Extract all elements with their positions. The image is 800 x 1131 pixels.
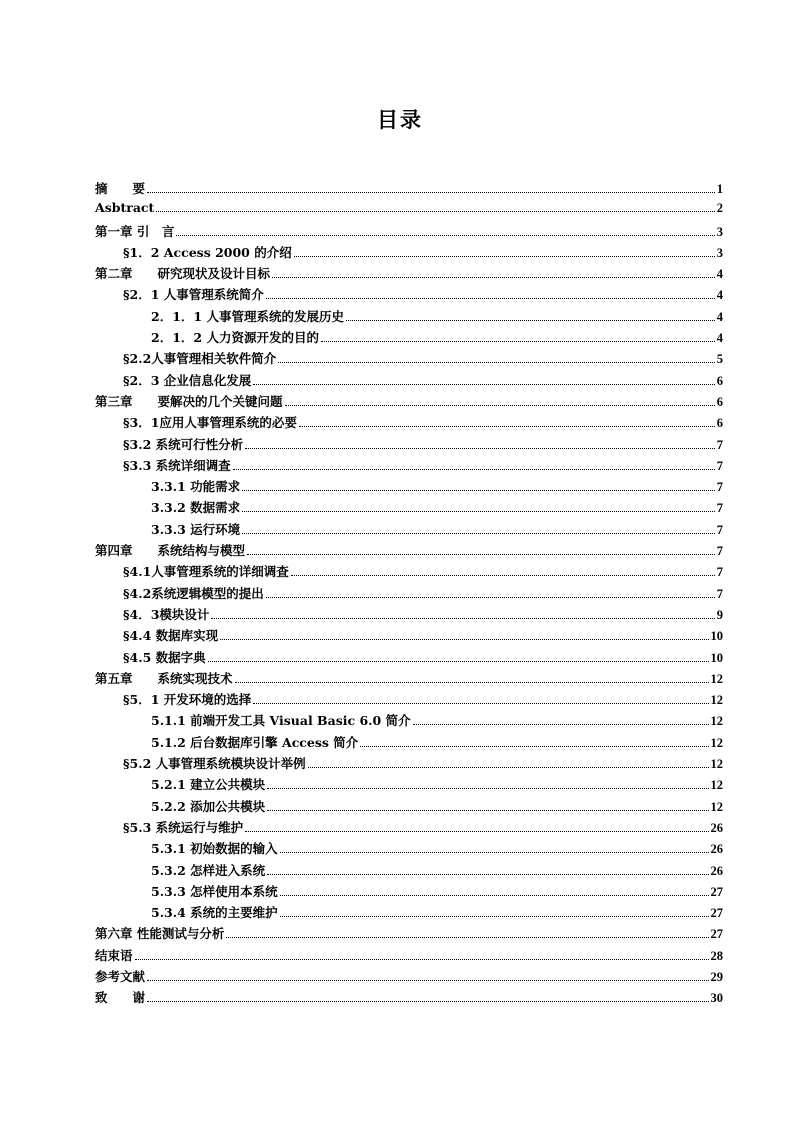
dot-leader bbox=[294, 256, 715, 257]
toc-entry-page-number: 26 bbox=[710, 820, 723, 835]
toc-entry-label: 结束语 bbox=[95, 947, 133, 963]
toc-entry-label: 3.3.2 数据需求 bbox=[151, 500, 241, 516]
toc-entry-page-number: 12 bbox=[710, 799, 723, 814]
toc-entry-label: 5.1.2 后台数据库引擎 Access 简介 bbox=[151, 734, 359, 750]
toc-entry-page-number: 4 bbox=[716, 267, 723, 282]
toc-entry[interactable] bbox=[95, 626, 723, 647]
toc-entry-label: 摘 要 bbox=[95, 181, 146, 196]
toc-entry-label: §2．3 企业信息化发展 bbox=[123, 372, 252, 388]
toc-entry[interactable] bbox=[95, 435, 723, 456]
dot-leader bbox=[299, 426, 715, 427]
toc-entry-label: §5．1 开发环境的选择 bbox=[123, 692, 252, 708]
toc-entry-label: 致 谢 bbox=[95, 990, 146, 1006]
toc-entry[interactable] bbox=[95, 839, 723, 860]
toc-entry[interactable] bbox=[95, 520, 723, 541]
dot-leader bbox=[291, 575, 715, 576]
toc-entry[interactable] bbox=[95, 413, 723, 434]
toc-entry[interactable] bbox=[95, 882, 723, 903]
dot-leader bbox=[245, 831, 708, 832]
toc-entry[interactable] bbox=[95, 349, 723, 370]
dot-leader bbox=[147, 1001, 708, 1002]
toc-entry-page-number: 26 bbox=[710, 863, 723, 878]
dot-leader bbox=[280, 916, 709, 917]
toc-entry-label: §4.5 数据字典 bbox=[123, 649, 206, 665]
dot-leader bbox=[220, 639, 708, 640]
toc-entry-label: 5.2.2 添加公共模块 bbox=[151, 798, 266, 814]
toc-entry-page-number: 10 bbox=[710, 629, 723, 644]
toc-entry-label: 3.3.3 运行环境 bbox=[151, 521, 241, 537]
toc-entry-page-number: 6 bbox=[716, 373, 723, 388]
toc-entry[interactable] bbox=[95, 924, 723, 945]
toc-entry-page-number: 7 bbox=[716, 586, 723, 601]
toc-entry-page-number: 12 bbox=[710, 693, 723, 708]
toc-entry-label: §3．1应用人事管理系统的必要 bbox=[123, 415, 297, 431]
toc-entry-page-number: 3 bbox=[716, 224, 723, 239]
dot-leader bbox=[233, 469, 715, 470]
dot-leader bbox=[235, 682, 709, 683]
dot-leader bbox=[226, 937, 708, 938]
toc-entry-label: 2．1．2 人力资源开发的目的 bbox=[151, 330, 319, 346]
toc-entry-label: §4.4 数据库实现 bbox=[123, 628, 219, 644]
toc-entry-label: §4．3模块设计 bbox=[123, 606, 210, 622]
toc-entry-page-number: 12 bbox=[710, 778, 723, 793]
toc-entry-page-number: 1 bbox=[716, 182, 723, 196]
toc-entry[interactable] bbox=[95, 903, 723, 924]
toc-entry[interactable] bbox=[95, 605, 723, 626]
toc-entry-label: 第四章 系统结构与模型 bbox=[95, 543, 246, 559]
toc-entry-label: §1．2 Access 2000 的介绍 bbox=[123, 244, 292, 260]
toc-entry-label: 5.2.1 建立公共模块 bbox=[151, 777, 266, 793]
toc-entry-page-number: 27 bbox=[710, 906, 723, 921]
toc-entry-page-number: 7 bbox=[716, 522, 723, 537]
toc-entry-page-number: 2 bbox=[716, 201, 723, 216]
toc-entry[interactable] bbox=[95, 690, 723, 711]
toc-entry-label: 第一章 引 言 bbox=[95, 223, 175, 239]
toc-entry-page-number: 9 bbox=[716, 607, 723, 622]
toc-entry-page-number: 4 bbox=[716, 331, 723, 346]
toc-entry[interactable] bbox=[95, 328, 723, 349]
dot-leader bbox=[267, 874, 708, 875]
toc-entry-label: 3.3.1 功能需求 bbox=[151, 479, 241, 495]
toc-entry-label: §5.3 系统运行与维护 bbox=[123, 819, 244, 835]
toc-entry-label: 5.3.4 系统的主要维护 bbox=[151, 905, 278, 921]
toc-entry-label: §3.2 系统可行性分析 bbox=[123, 436, 244, 452]
toc-entry[interactable] bbox=[95, 562, 723, 583]
dot-leader bbox=[321, 341, 715, 342]
toc-entry[interactable] bbox=[95, 818, 723, 839]
toc-entry-page-number: 4 bbox=[716, 309, 723, 324]
dot-leader bbox=[280, 852, 709, 853]
toc-entry[interactable] bbox=[95, 264, 723, 285]
toc-entry-page-number: 5 bbox=[716, 352, 723, 367]
toc-entry-page-number: 6 bbox=[716, 416, 723, 431]
page-title: 目录 bbox=[377, 107, 423, 132]
toc-entry-page-number: 7 bbox=[716, 480, 723, 495]
dot-leader bbox=[253, 384, 714, 385]
toc-entry[interactable] bbox=[95, 861, 723, 882]
toc-entry-label: 第二章 研究现状及设计目标 bbox=[95, 266, 271, 282]
toc-entry-page-number: 12 bbox=[710, 671, 723, 686]
toc-entry[interactable] bbox=[95, 775, 723, 796]
toc-entry-page-number: 27 bbox=[710, 884, 723, 899]
dot-leader bbox=[211, 618, 714, 619]
toc-entry[interactable] bbox=[95, 285, 723, 306]
toc-entry-label: §2.2人事管理相关软件简介 bbox=[123, 351, 277, 367]
toc-entry-page-number: 4 bbox=[716, 288, 723, 303]
toc-entry-label: 第六章 性能测试与分析 bbox=[95, 926, 225, 942]
toc-entry-label: §4.2系统逻辑模型的提出 bbox=[123, 585, 264, 601]
toc-entry-page-number: 7 bbox=[716, 458, 723, 473]
toc-entry[interactable] bbox=[95, 243, 723, 264]
dot-leader bbox=[346, 320, 715, 321]
dot-leader bbox=[242, 533, 715, 534]
toc-entry-page-number: 12 bbox=[710, 757, 723, 772]
dot-leader bbox=[360, 746, 708, 747]
toc-entry-page-number: 12 bbox=[710, 714, 723, 729]
dot-leader bbox=[267, 788, 708, 789]
toc-entry-page-number: 7 bbox=[716, 437, 723, 452]
dot-leader bbox=[147, 980, 708, 981]
toc-entry[interactable] bbox=[95, 669, 723, 690]
toc-entry-label: 第三章 要解决的几个关键问题 bbox=[95, 393, 283, 409]
toc-entry-page-number: 30 bbox=[710, 991, 723, 1006]
toc-entry-label: §3.3 系统详细调查 bbox=[123, 457, 231, 473]
toc-entry-page-number: 29 bbox=[710, 969, 723, 984]
dot-leader bbox=[208, 661, 709, 662]
toc-entry[interactable] bbox=[95, 648, 723, 669]
toc-entry[interactable] bbox=[95, 498, 723, 519]
toc-entry-label: 5.3.2 怎样进入系统 bbox=[151, 862, 266, 878]
toc-entry-label: 第五章 系统实现技术 bbox=[95, 670, 233, 686]
dot-leader bbox=[242, 490, 715, 491]
dot-leader bbox=[176, 235, 714, 236]
toc-entry-label: §5.2 人事管理系统模块设计举例 bbox=[123, 756, 306, 772]
dot-leader bbox=[156, 211, 714, 212]
dot-leader bbox=[135, 959, 709, 960]
toc-entry-label: Asbtract bbox=[95, 200, 155, 216]
toc-entry-label: §2．1 人事管理系统简介 bbox=[123, 287, 264, 303]
toc-entry[interactable] bbox=[95, 967, 723, 988]
table-of-contents bbox=[95, 179, 723, 1010]
toc-entry[interactable] bbox=[95, 477, 723, 498]
toc-entry[interactable] bbox=[95, 200, 723, 221]
toc-entry-page-number: 28 bbox=[710, 948, 723, 963]
toc-entry-page-number: 27 bbox=[710, 927, 723, 942]
dot-leader bbox=[413, 724, 709, 725]
toc-entry[interactable] bbox=[95, 733, 723, 754]
dot-leader bbox=[247, 554, 715, 555]
dot-leader bbox=[242, 511, 715, 512]
dot-leader bbox=[266, 597, 715, 598]
toc-entry[interactable] bbox=[95, 711, 723, 732]
dot-leader bbox=[308, 767, 709, 768]
toc-entry[interactable] bbox=[95, 371, 723, 392]
toc-entry[interactable] bbox=[95, 988, 723, 1009]
toc-entry[interactable] bbox=[95, 307, 723, 328]
toc-entry[interactable] bbox=[95, 541, 723, 562]
toc-entry[interactable] bbox=[95, 222, 723, 243]
dot-leader bbox=[253, 703, 708, 704]
toc-entry-page-number: 7 bbox=[716, 565, 723, 580]
toc-entry[interactable] bbox=[95, 392, 723, 413]
toc-entry[interactable] bbox=[95, 754, 723, 775]
dot-leader bbox=[267, 810, 708, 811]
dot-leader bbox=[147, 192, 715, 193]
toc-entry-label: 5.1.1 前端开发工具 Visual Basic 6.0 简介 bbox=[151, 713, 411, 729]
toc-entry[interactable] bbox=[95, 179, 723, 200]
toc-entry-page-number: 26 bbox=[710, 842, 723, 857]
toc-entry-page-number: 7 bbox=[716, 501, 723, 516]
toc-entry-label: 5.3.1 初始数据的输入 bbox=[151, 841, 278, 857]
dot-leader bbox=[245, 448, 715, 449]
toc-entry[interactable] bbox=[95, 946, 723, 967]
toc-entry-label: 参考文献 bbox=[95, 968, 146, 984]
dot-leader bbox=[266, 298, 715, 299]
toc-entry-page-number: 10 bbox=[710, 650, 723, 665]
toc-entry[interactable] bbox=[95, 797, 723, 818]
toc-entry[interactable] bbox=[95, 584, 723, 605]
toc-entry-page-number: 3 bbox=[716, 245, 723, 260]
toc-entry-label: 2．1．1 人事管理系统的发展历史 bbox=[151, 308, 344, 324]
toc-entry-label: 5.3.3 怎样使用本系统 bbox=[151, 883, 278, 899]
dot-leader bbox=[272, 277, 715, 278]
toc-entry-page-number: 6 bbox=[716, 394, 723, 409]
toc-entry-page-number: 12 bbox=[710, 735, 723, 750]
toc-entry-label: §4.1人事管理系统的详细调查 bbox=[123, 564, 289, 580]
toc-entry-page-number: 7 bbox=[716, 544, 723, 559]
dot-leader bbox=[278, 362, 714, 363]
toc-entry[interactable] bbox=[95, 456, 723, 477]
dot-leader bbox=[285, 405, 715, 406]
dot-leader bbox=[280, 895, 709, 896]
